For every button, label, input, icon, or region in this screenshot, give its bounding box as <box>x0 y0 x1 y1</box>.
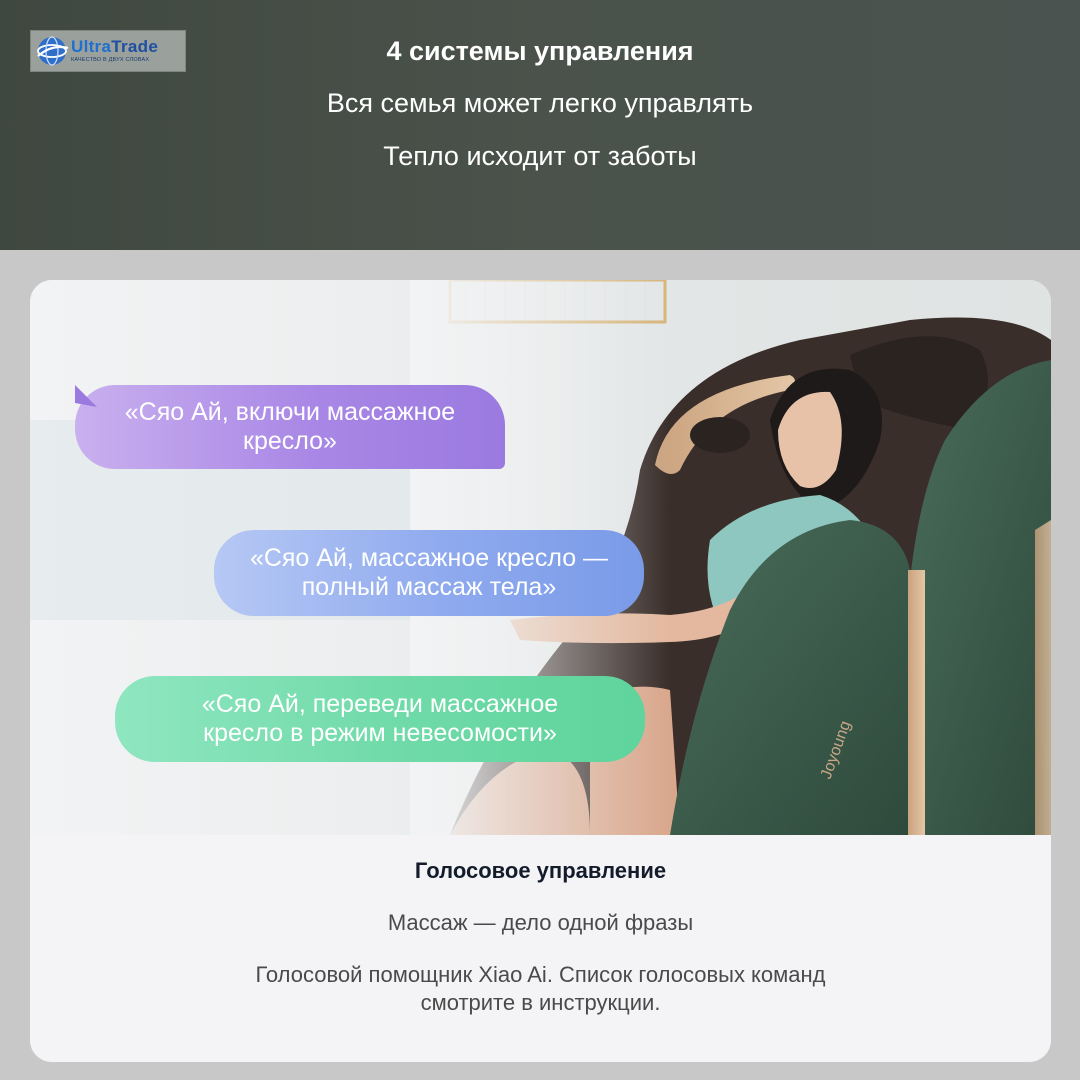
voice-command-text-1: «Сяо Ай, включи массажное кресло» <box>124 398 456 455</box>
feature-description: Голосовой помощник Xiao Ai. Список голосовых команд смотрите в инструкции. <box>255 962 826 1015</box>
product-photo <box>30 280 1051 835</box>
feature-title: Голосовое управление <box>414 858 667 883</box>
voice-command-text-3: «Сяо Ай, переведи массажное кресло в режим невесомости» <box>201 690 559 747</box>
voice-command-bubble-2 <box>214 530 644 616</box>
brand-name: UltraTrade <box>71 37 159 56</box>
chair-brand-text: Joyoung <box>817 718 855 782</box>
voice-command-bubble-3 <box>115 676 645 762</box>
feature-description-panel <box>30 835 1051 1062</box>
voice-command-text-2: «Сяо Ай, массажное кресло — полный массаж тела» <box>249 544 609 601</box>
feature-card <box>30 280 1051 1062</box>
voice-command-bubble-1 <box>75 385 505 469</box>
header-line-2: Тепло исходит от заботы <box>383 141 697 171</box>
bubble-tail-icon <box>75 385 97 407</box>
header-banner <box>0 0 1080 250</box>
header-line-1: Вся семья может легко управлять <box>326 88 754 118</box>
page-title: 4 системы управления <box>386 36 694 66</box>
brand-tagline: КАЧЕСТВО В ДВУХ СЛОВАХ <box>71 57 150 63</box>
feature-subtitle: Массаж — дело одной фразы <box>387 910 694 935</box>
